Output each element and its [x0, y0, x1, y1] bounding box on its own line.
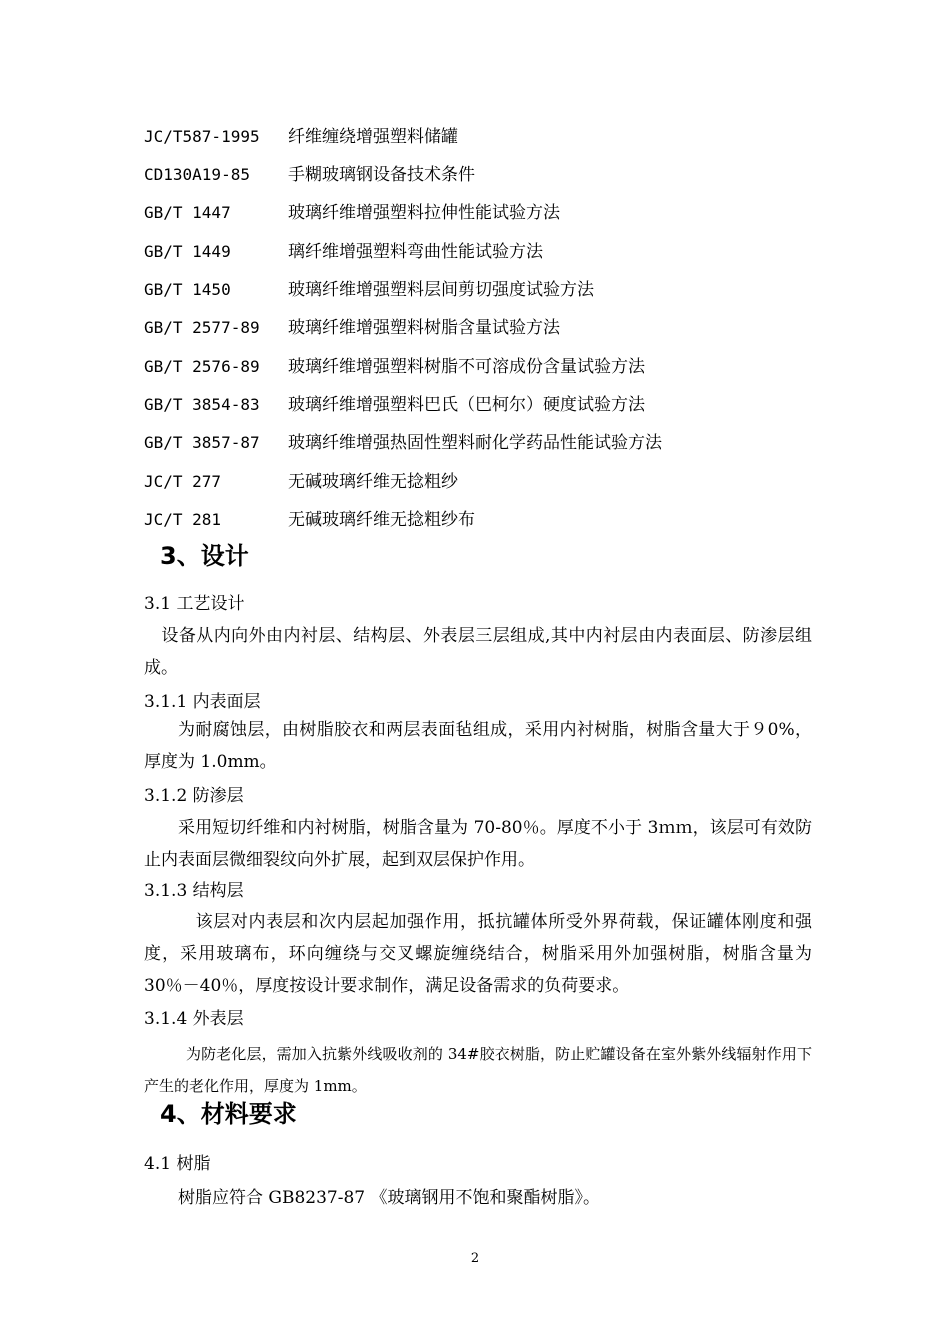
standard-title: 玻璃纤维增强热固性塑料耐化学药品性能试验方法	[288, 433, 662, 453]
paragraph: 该层对内表层和次内层起加强作用，抵抗罐体所受外界荷载，保证罐体刚度和强度，采用玻璃布，环向缠绕与交叉螺旋缠绕结合，树脂采用外加强树脂，树脂含量为 30％－40％，厚度按设计要求制作，满足设备需求的负荷要求。	[144, 912, 812, 996]
subsection-title: 3.1 工艺设计	[144, 594, 245, 614]
standard-title: 纤维缠绕增强塑料储罐	[288, 127, 458, 147]
standard-code: GB/T 3857-87	[144, 433, 260, 452]
standard-code: GB/T 1447	[144, 203, 231, 222]
paragraph: 为防老化层，需加入抗紫外线吸收剂的 34#胶衣树脂，防止贮罐设备在室外紫外线辐射作用下产生的老化作用，厚度为 1mm。	[144, 1045, 812, 1095]
standard-title: 玻璃纤维增强塑料树脂含量试验方法	[288, 318, 560, 338]
subsection-title: 4.1 树脂	[144, 1154, 211, 1174]
standard-code: JC/T 281	[144, 510, 222, 529]
subsection-title: 3.1.4 外表层	[144, 1009, 244, 1029]
standard-code: GB/T 3854-83	[144, 395, 260, 414]
section-heading: 4、材料要求	[160, 1100, 297, 1128]
standard-code: GB/T 2576-89	[144, 357, 260, 376]
paragraph: 采用短切纤维和内衬树脂，树脂含量为 70-80％。厚度不小于 3ｍｍ，该层可有效防止内表面层微细裂纹向外扩展，起到双层保护作用。	[144, 818, 812, 870]
page-number: 2	[470, 1251, 480, 1266]
standard-title: 无碱玻璃纤维无捻粗纱布	[288, 510, 475, 530]
standard-code: GB/T 1449	[144, 242, 231, 261]
standard-title: 璃纤维增强塑料弯曲性能试验方法	[288, 242, 543, 262]
subsection-title: 3.1.2 防渗层	[144, 786, 244, 806]
standard-title: 玻璃纤维增强塑料巴氏（巴柯尔）硬度试验方法	[288, 395, 645, 415]
standard-code: CD130A19-85	[144, 165, 250, 184]
paragraph: 树脂应符合 GB8237-87 《玻璃钢用不饱和聚酯树脂》。	[178, 1188, 601, 1208]
standard-title: 玻璃纤维增强塑料拉伸性能试验方法	[288, 203, 560, 223]
standard-code: GB/T 2577-89	[144, 318, 260, 337]
standard-title: 玻璃纤维增强塑料树脂不可溶成份含量试验方法	[288, 357, 645, 377]
paragraph: 设备从内向外由内衬层、结构层、外表层三层组成,其中内衬层由内表面层、防渗层组成。	[144, 626, 812, 678]
subsection-title: 3.1.3 结构层	[144, 881, 244, 901]
standard-code: JC/T587-1995	[144, 127, 260, 146]
section-heading: 3、设计	[160, 542, 249, 570]
paragraph: 为耐腐蚀层，由树脂胶衣和两层表面毡组成，采用内衬树脂，树脂含量大于９0%，厚度为 1.0mm。	[144, 720, 812, 772]
standard-code: JC/T 277	[144, 472, 222, 491]
standard-title: 无碱玻璃纤维无捻粗纱	[288, 472, 458, 492]
subsection-title: 3.1.1 内表面层	[144, 692, 261, 712]
standard-code: GB/T 1450	[144, 280, 231, 299]
standard-title: 玻璃纤维增强塑料层间剪切强度试验方法	[288, 280, 594, 300]
standard-title: 手糊玻璃钢设备技术条件	[288, 165, 475, 185]
